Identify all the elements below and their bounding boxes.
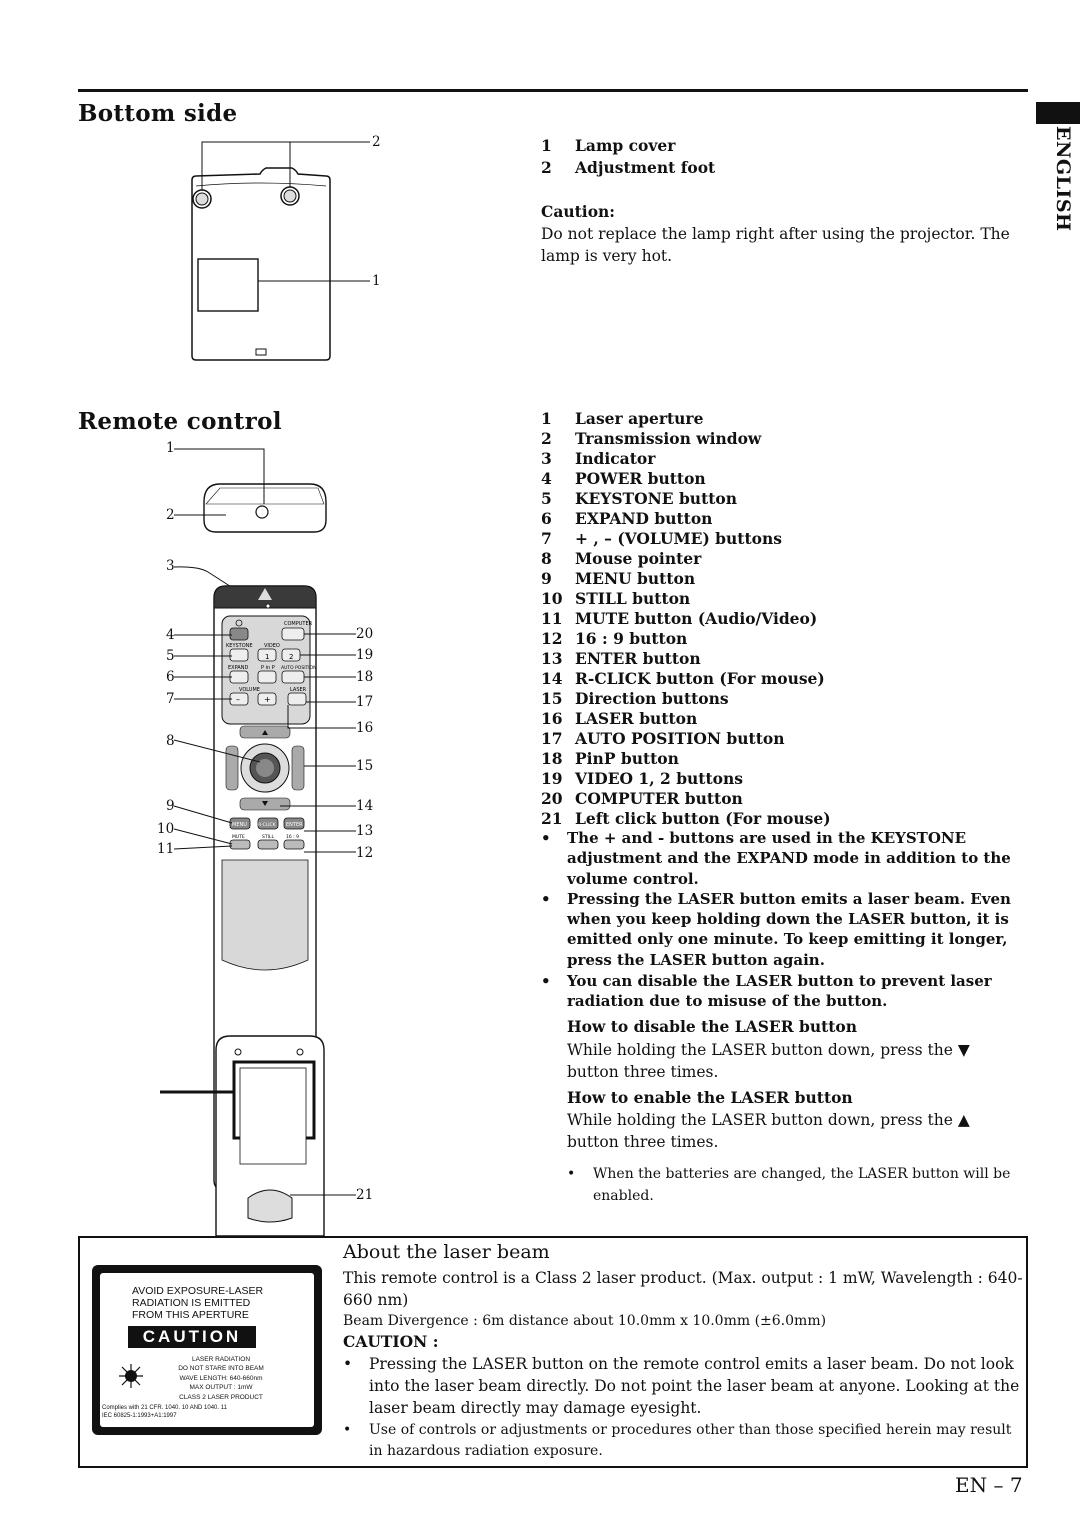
list-item: 18 PinP button <box>541 749 679 768</box>
list-item: 9 MENU button <box>541 569 696 588</box>
svg-text:LASER: LASER <box>290 687 307 693</box>
list-item: 21 Left click button (For mouse) <box>541 809 831 828</box>
list-item: 5 KEYSTONE button <box>541 489 737 508</box>
bullet: • <box>343 1355 353 1373</box>
callout-10: 10 <box>157 821 175 837</box>
svg-text:R-CLICK: R-CLICK <box>258 823 276 828</box>
list-item: 4 POWER button <box>541 469 706 488</box>
list-item: 19 VIDEO 1, 2 buttons <box>541 769 743 788</box>
remote-notes-list <box>541 828 1033 1012</box>
remote-control-title: Remote control <box>78 408 282 435</box>
callout-16: 16 <box>356 720 374 736</box>
callout-18: 18 <box>356 669 374 685</box>
label-line-3: FROM THIS APERTURE <box>132 1309 249 1321</box>
bullet: • <box>567 1166 576 1182</box>
list-item: 12 16 : 9 button <box>541 629 688 648</box>
list-item: 1 Lamp cover <box>541 136 676 155</box>
list-item: 17 AUTO POSITION button <box>541 729 785 748</box>
svg-text:2: 2 <box>289 653 294 661</box>
disable-laser-heading: How to disable the LASER button <box>567 1017 858 1036</box>
callout-12: 12 <box>356 845 374 861</box>
callout-20: 20 <box>356 626 374 642</box>
battery-note <box>567 1163 1033 1207</box>
remote-parts-list <box>541 409 831 829</box>
list-item: 11 MUTE button (Audio/Video) <box>541 609 818 628</box>
language-tab <box>1030 124 1078 232</box>
callout-9: 9 <box>166 798 175 814</box>
laser-caution-bullet-2 <box>343 1420 1023 1462</box>
bottom-side-parts-list <box>541 136 715 178</box>
svg-text:MUTE: MUTE <box>232 835 245 840</box>
list-item: 20 COMPUTER button <box>541 789 743 808</box>
caution-heading: Caution: <box>541 202 616 221</box>
list-item: 2 Transmission window <box>541 429 762 448</box>
projector-bottom-illustration <box>180 130 400 370</box>
callout-1: 1 <box>372 273 381 289</box>
language-tab-marker <box>1036 102 1080 124</box>
battery-note-text: When the batteries are changed, the LASER button will be enabled. <box>593 1166 1011 1204</box>
list-item: 10 STILL button <box>541 589 691 608</box>
callout-5: 5 <box>166 648 175 664</box>
list-item: 14 R-CLICK button (For mouse) <box>541 669 825 688</box>
laser-caution-heading: CAUTION : <box>343 1332 439 1351</box>
callout-7: 7 <box>166 691 175 707</box>
laser-caution-bullet-1-text: Pressing the LASER button on the remote control emits a laser beam. Do not look into the laser beam directly. Do not point the laser beam at anyone. Looking at the laser beam directly may damage eyesight. <box>369 1355 1020 1417</box>
page-number: EN – 7 <box>955 1473 1023 1497</box>
svg-text:VOLUME: VOLUME <box>239 687 260 693</box>
callout-17: 17 <box>356 694 374 710</box>
beam-divergence: Beam Divergence : 6m distance about 10.0mm x 10.0mm (±6.0mm) <box>343 1313 827 1329</box>
label-line-2: RADIATION IS EMITTED <box>132 1297 251 1309</box>
svg-text:MENU: MENU <box>232 822 247 828</box>
disable-laser-text: While holding the LASER button down, press the ▼ button three times. <box>567 1041 970 1081</box>
callout-4: 4 <box>166 627 175 643</box>
label-fine-6: Complies with 21 CFR. 1040. 10 AND 1040. 11 <box>102 1405 227 1411</box>
callout-19: 19 <box>356 647 374 663</box>
caution-label <box>92 1265 322 1435</box>
callout-13: 13 <box>356 823 374 839</box>
svg-text:16 : 9: 16 : 9 <box>286 835 299 840</box>
list-item: 2 Adjustment foot <box>541 158 716 177</box>
list-item: • The + and - buttons are used in the KEYSTONE adjustment and the EXPAND mode in addition to the volume control. <box>541 829 1011 888</box>
list-item: 3 Indicator <box>541 449 656 468</box>
list-item: 8 Mouse pointer <box>541 549 702 568</box>
bottom-side-title: Bottom side <box>78 100 238 127</box>
label-fine-5: CLASS 2 LASER PRODUCT <box>179 1393 263 1401</box>
list-item: 13 ENTER button <box>541 649 701 668</box>
callout-3: 3 <box>166 558 175 574</box>
svg-text:VIDEO: VIDEO <box>264 643 280 649</box>
top-rule <box>78 89 1028 92</box>
label-line-1: AVOID EXPOSURE-LASER <box>132 1285 264 1297</box>
label-caution-banner: CAUTION <box>128 1326 256 1348</box>
callout-15: 15 <box>356 758 374 774</box>
label-fine-2: DO NOT STARE INTO BEAM <box>178 1365 264 1373</box>
svg-text:EXPAND: EXPAND <box>228 665 249 671</box>
callout-6: 6 <box>166 669 175 685</box>
label-fine-1: LASER RADIATION <box>191 1356 251 1363</box>
label-fine-3: WAVE LENGTH: 640-660nm <box>179 1374 263 1382</box>
language-tab-label: ENGLISH <box>1052 126 1074 232</box>
label-compliance <box>102 1404 312 1420</box>
bullet: • <box>343 1422 352 1438</box>
label-fine-print <box>128 1355 314 1402</box>
svg-text:+: + <box>264 695 271 704</box>
list-item: 7 + , – (VOLUME) buttons <box>541 529 782 548</box>
list-item: 16 LASER button <box>541 709 698 728</box>
callout-1: 1 <box>166 440 175 456</box>
label-aperture-text <box>132 1285 263 1321</box>
laser-caution-bullet-1 <box>343 1353 1023 1419</box>
svg-text:STILL: STILL <box>262 835 274 840</box>
callout-2: 2 <box>166 507 175 523</box>
callout-14: 14 <box>356 798 374 814</box>
svg-text:–: – <box>236 695 240 704</box>
list-item: 1 Laser aperture <box>541 409 704 428</box>
list-item: 6 EXPAND button <box>541 509 713 528</box>
laser-beam-intro: This remote control is a Class 2 laser product. (Max. output : 1 mW, Wavelength : 640-660 nm) <box>343 1269 1023 1309</box>
list-item: • You can disable the LASER button to prevent laser radiation due to misuse of the button. <box>541 972 992 1011</box>
laser-beam-title: About the laser beam <box>343 1241 550 1263</box>
laser-caution-bullet-2-text: Use of controls or adjustments or procedures other than those specified herein may result in hazardous radiation exposure. <box>369 1422 1012 1459</box>
remote-control-illustration <box>160 440 390 1240</box>
label-fine-4: MAX OUTPUT : 1mW <box>189 1384 253 1392</box>
svg-text:KEYSTONE: KEYSTONE <box>226 643 253 649</box>
svg-text:P in P: P in P <box>261 665 275 671</box>
caution-text: Do not replace the lamp right after using the projector. The lamp is very hot. <box>541 225 1010 265</box>
callout-2: 2 <box>372 134 381 150</box>
list-item: 15 Direction buttons <box>541 689 729 708</box>
callout-8: 8 <box>166 733 175 749</box>
label-fine-7: IEC 60825-1:1993+A1:1997 <box>102 1413 177 1419</box>
list-item: • Pressing the LASER button emits a laser beam. Even when you keep holding down the LASER button, it is emitted only one minute. To keep emitting it longer, press the LASER button again. <box>541 889 1011 969</box>
svg-text:1: 1 <box>265 653 270 661</box>
svg-text:ENTER: ENTER <box>286 822 303 828</box>
callout-11: 11 <box>157 841 175 857</box>
callout-21: 21 <box>356 1187 374 1203</box>
enable-laser-heading: How to enable the LASER button <box>567 1088 853 1107</box>
svg-text:COMPUTER: COMPUTER <box>284 621 313 627</box>
svg-text:AUTO POSITION: AUTO POSITION <box>281 666 317 671</box>
enable-laser-text: While holding the LASER button down, press the ▲ button three times. <box>567 1111 970 1151</box>
